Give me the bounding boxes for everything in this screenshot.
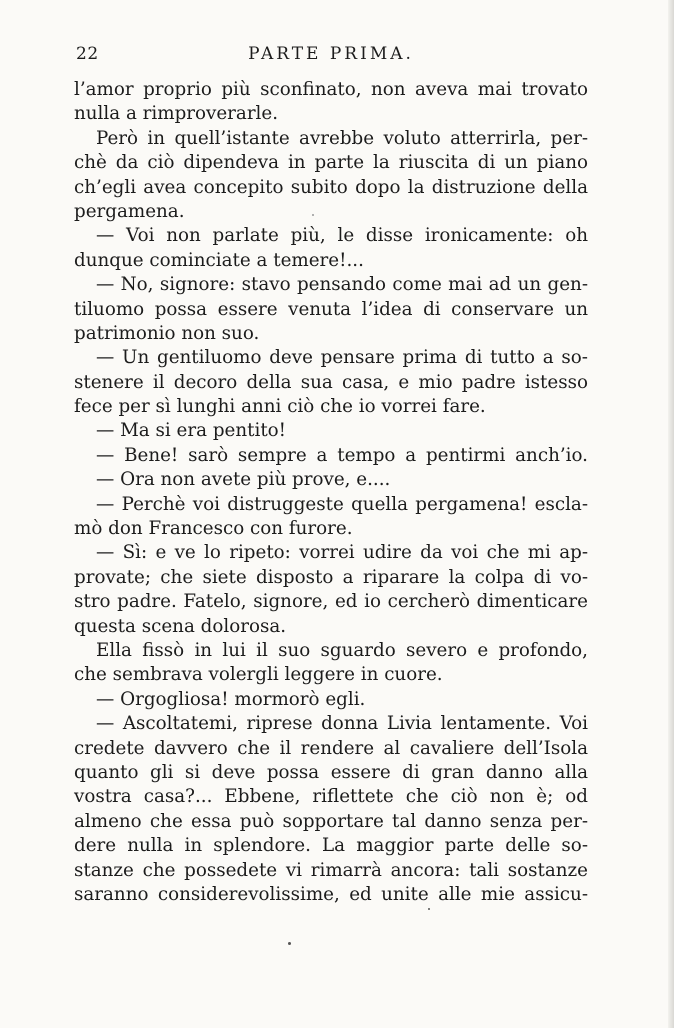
print-speck xyxy=(428,908,430,910)
text-line: chè da ciò dipendeva in parte la riuscita di un piano xyxy=(74,152,588,174)
text-line: — Ma si era pentito! xyxy=(96,420,287,442)
text-line: che sembrava volergli leggere in cuore. xyxy=(74,664,443,686)
print-speck xyxy=(288,942,291,945)
page-header xyxy=(76,44,586,68)
text-line: mò don Francesco con furore. xyxy=(74,518,353,540)
text-line: dunque cominciate a temere!... xyxy=(74,249,364,271)
text-line: stanze che possedete vi rimarrà ancora: tali sostanze xyxy=(74,859,588,881)
text-line: — Sì: e ve lo ripeto: vorrei udire da voi che mi ap- xyxy=(96,542,588,564)
text-line: almeno che essa può sopportare tal danno senza per- xyxy=(74,810,588,832)
text-line: Però in quell’istante avrebbe voluto atterrirla, per- xyxy=(96,127,588,149)
text-line: fece per sì lunghi anni ciò che io vorrei fare. xyxy=(74,396,486,418)
text-line: stenere il decoro della sua casa, e mio padre istesso xyxy=(74,371,588,393)
text-line: — Voi non parlate più, le disse ironicamente: oh xyxy=(96,225,588,247)
text-line: — Bene! sarò sempre a tempo a pentirmi anch’io. xyxy=(96,444,588,466)
text-line: — Ascoltatemi, riprese donna Livia lentamente. Voi xyxy=(96,713,588,735)
page-number: 22 xyxy=(76,44,99,64)
text-line: ch’egli avea concepito subito dopo la distruzione della xyxy=(74,176,588,198)
text-line: provate; che siete disposto a riparare la colpa di vo- xyxy=(74,566,588,588)
text-line: — No, signore: stavo pensando come mai ad un gen- xyxy=(96,274,588,296)
text-line: credete davvero che il rendere al cavaliere dell’Isola xyxy=(74,737,588,759)
text-line: — Ora non avete più prove, e.... xyxy=(96,469,391,491)
text-line: saranno considerevolissime, ed unite alle mie assicu- xyxy=(74,883,588,905)
text-line: — Perchè voi distruggeste quella pergamena! escla- xyxy=(96,493,588,515)
text-line: patrimonio non suo. xyxy=(74,322,260,344)
text-line: dere nulla in splendore. La maggior parte delle so- xyxy=(74,835,588,857)
body-text xyxy=(74,78,588,907)
text-line: questa scena dolorosa. xyxy=(74,615,287,637)
text-line: nulla a rimproverarle. xyxy=(74,103,279,125)
text-line: Ella fissò in lui il suo sguardo severo e profondo, xyxy=(96,639,588,661)
text-line: — Un gentiluomo deve pensare prima di tutto a so- xyxy=(96,347,588,369)
text-line: pergamena. xyxy=(74,200,185,222)
text-line: l’amor proprio più sconfinato, non aveva mai trovato xyxy=(74,79,588,100)
text-line: vostra casa?... Ebbene, riflettete che ciò non è; od xyxy=(74,786,588,808)
print-speck xyxy=(312,214,314,216)
running-title: PARTE PRIMA. xyxy=(248,44,414,64)
text-line: quanto gli si deve possa essere di gran danno alla xyxy=(74,761,588,783)
text-line: tiluomo possa essere venuta l’idea di conservare un xyxy=(74,298,588,320)
page-edge-shadow xyxy=(668,0,674,1028)
text-line: stro padre. Fatelo, signore, ed io cercherò dimenticare xyxy=(74,591,588,613)
text-line: — Orgogliosa! mormorò egli. xyxy=(96,688,366,710)
